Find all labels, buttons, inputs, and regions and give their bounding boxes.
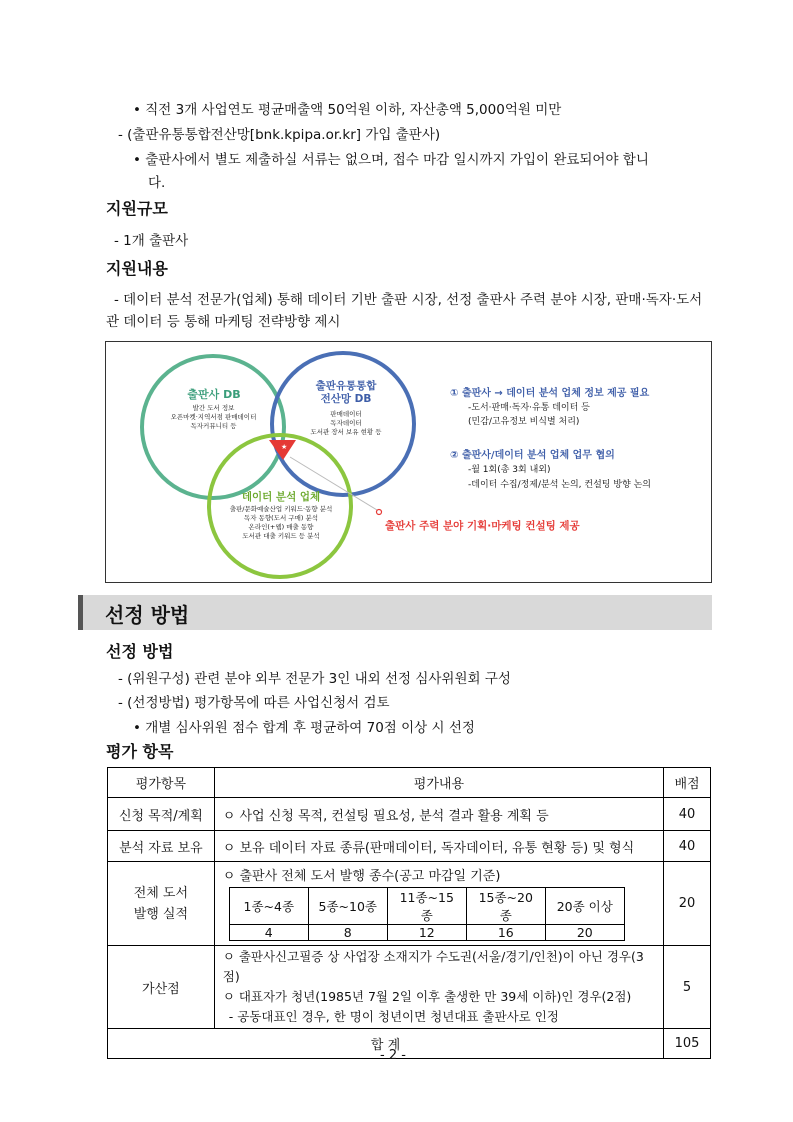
selection-heading: 선정 방법 [106, 642, 174, 661]
publisher-db-title: 출판사 DB [187, 388, 241, 401]
table-total-row [108, 1029, 711, 1059]
data-analysis-line: 도서관 대출 키워드 등 분석 [242, 532, 320, 540]
row-item: 가산점 [108, 946, 215, 1029]
row-item: 분석 자료 보유 [108, 831, 215, 862]
publisher-db-line: 발간 도서 정보 [192, 404, 235, 412]
step1-line: (민감/고유정보 비식별 처리) [468, 417, 580, 427]
support-diagram [105, 341, 712, 583]
data-analysis-title: 데이터 분석 업체 [241, 491, 321, 503]
data-analysis-line: 온라인(+웹) 매출 동향 [248, 523, 314, 531]
data-analysis-line: 출판/문화예술산업 키워드·동향 분석 [229, 505, 333, 513]
distribution-network-title-line1: 출판유통통합 [315, 380, 377, 392]
range-cell: 1종~4종 [229, 888, 308, 925]
network-membership-item: - (출판유통통합전산망[bnk.kpipa.or.kr] 가입 출판사) [118, 127, 441, 143]
step2-line: -데이터 수집/정제/분석 논의, 컨설팅 방향 논의 [468, 480, 651, 490]
row-score: 5 [664, 946, 711, 1029]
table-row [108, 862, 711, 946]
table-row [108, 946, 711, 1029]
range-cell: 11종~15종 [387, 888, 466, 925]
distribution-network-line: 도서관 장서 보유 현황 등 [310, 428, 382, 436]
documents-note-line2: 다. [148, 175, 166, 191]
step2-lines [468, 463, 651, 493]
step2-title: ② 출판사/데이터 분석 업체 업무 협의 [450, 450, 615, 461]
page-number: - 2 - [380, 1048, 406, 1063]
selection-score-bullet: • 개별 심사위원 점수 합계 후 평균하여 70점 이상 시 선정 [133, 720, 475, 736]
header-content: 평가내용 [214, 768, 663, 798]
header-item: 평가항목 [108, 768, 215, 798]
table-header-row [108, 768, 711, 798]
data-analysis-lines [216, 505, 346, 541]
points-cell: 4 [229, 925, 308, 941]
data-analysis-line: 독자 동향(도서 구매) 분석 [243, 514, 319, 522]
selection-committee-item: - (위원구성) 관련 분야 외부 전문가 3인 내외 선정 심사위원회 구성 [118, 671, 511, 687]
bonus-region-line: ㅇ 출판사신고필증 상 사업장 소재지가 수도권(서울/경기/인천)이 아닌 경우(3점) [222, 949, 644, 984]
venn-diagram [106, 342, 711, 582]
support-scale-item: - 1개 출판사 [114, 233, 189, 249]
publisher-db-lines [151, 404, 276, 431]
documents-note-line1: • 출판사에서 별도 제출하실 서류는 없으며, 접수 마감 일시까지 가입이 완료되어야 합니 [133, 152, 649, 168]
distribution-network-title-line2: 전산망 DB [320, 393, 372, 405]
total-label: 합 계 [108, 1029, 664, 1059]
points-cell: 8 [308, 925, 387, 941]
row-content [214, 862, 663, 946]
result-bullet-icon [377, 510, 382, 515]
documents-note-bullet [133, 148, 711, 168]
row-content: ㅇ 사업 신청 목적, 컨설팅 필요성, 분석 결과 활용 계획 등 [214, 798, 663, 831]
header-score: 배점 [664, 768, 711, 798]
section-header [78, 595, 712, 630]
points-cell: 16 [466, 925, 545, 941]
support-content-heading: 지원내용 [106, 259, 168, 278]
row-score: 20 [664, 862, 711, 946]
selection-method-item: - (선정방법) 평가항목에 따른 사업신청서 검토 [118, 695, 390, 711]
step1-line: -도서·판매·독자·유통 데이터 등 [468, 403, 590, 413]
support-content-line2: 관 데이터 등 통해 마케팅 전략방향 제시 [106, 314, 341, 330]
support-scale-heading: 지원규모 [106, 199, 168, 218]
range-cell: 20종 이상 [545, 888, 624, 925]
bonus-co-ceo-line: - 공동대표인 경우, 한 명이 청년이면 청년대표 출판사로 인정 [228, 1009, 559, 1024]
distribution-network-lines [296, 410, 396, 437]
points-cell: 12 [387, 925, 466, 941]
step2-line: -월 1회(총 3회 내외) [468, 465, 551, 475]
range-cell: 15종~20종 [466, 888, 545, 925]
step1-lines [468, 401, 590, 429]
table-row [108, 798, 711, 831]
distribution-network-title [301, 380, 391, 406]
bonus-youth-line: ㅇ 대표자가 청년(1985년 7월 2일 이후 출생한 만 39세 이하)인 경우(2점) [222, 989, 632, 1004]
row-score: 40 [664, 831, 711, 862]
evaluation-table [107, 767, 711, 1059]
points-row [229, 925, 624, 941]
step1-title: ① 출판사 → 데이터 분석 업체 정보 제공 필요 [450, 388, 650, 399]
points-cell: 20 [545, 925, 624, 941]
publication-count-table [229, 887, 625, 941]
row-content [214, 946, 663, 1029]
row-item-line2: 발행 실적 [133, 906, 189, 922]
range-row [229, 888, 624, 925]
section-title: 선정 방법 [105, 603, 190, 627]
row-content: ㅇ 보유 데이터 자료 종류(판매데이터, 독자데이터, 유통 현황 등) 및 형식 [214, 831, 663, 862]
row-item-line1: 전체 도서 [133, 885, 189, 901]
intersection-star-icon: ★ [281, 443, 288, 451]
total-score: 105 [664, 1029, 711, 1059]
evaluation-heading: 평가 항목 [106, 742, 174, 761]
support-content-line1: - 데이터 분석 전문가(업체) 통해 데이터 기반 출판 시장, 선정 출판사 주력 분야 시장, 판매·독자·도서 [114, 292, 703, 308]
consulting-result-label: 출판사 주력 분야 기획·마케팅 컨설팅 제공 [385, 520, 580, 532]
row-item [108, 862, 215, 946]
row-item: 신청 목적/계획 [108, 798, 215, 831]
range-cell: 5종~10종 [308, 888, 387, 925]
row-score: 40 [664, 798, 711, 831]
distribution-network-line: 독자데이터 [330, 419, 362, 427]
publisher-db-line: 오픈마켓·지역서점 판매데이터 [170, 413, 257, 421]
eligibility-revenue-bullet: • 직전 3개 사업연도 평균매출액 50억원 이하, 자산총액 5,000억원 미만 [133, 102, 562, 118]
row-content-text: ㅇ 출판사 전체 도서 발행 종수(공고 마감일 기준) [222, 869, 501, 884]
distribution-network-line: 판매데이터 [330, 410, 362, 418]
table-row [108, 831, 711, 862]
publisher-db-line: 독자커뮤니티 등 [190, 422, 237, 430]
